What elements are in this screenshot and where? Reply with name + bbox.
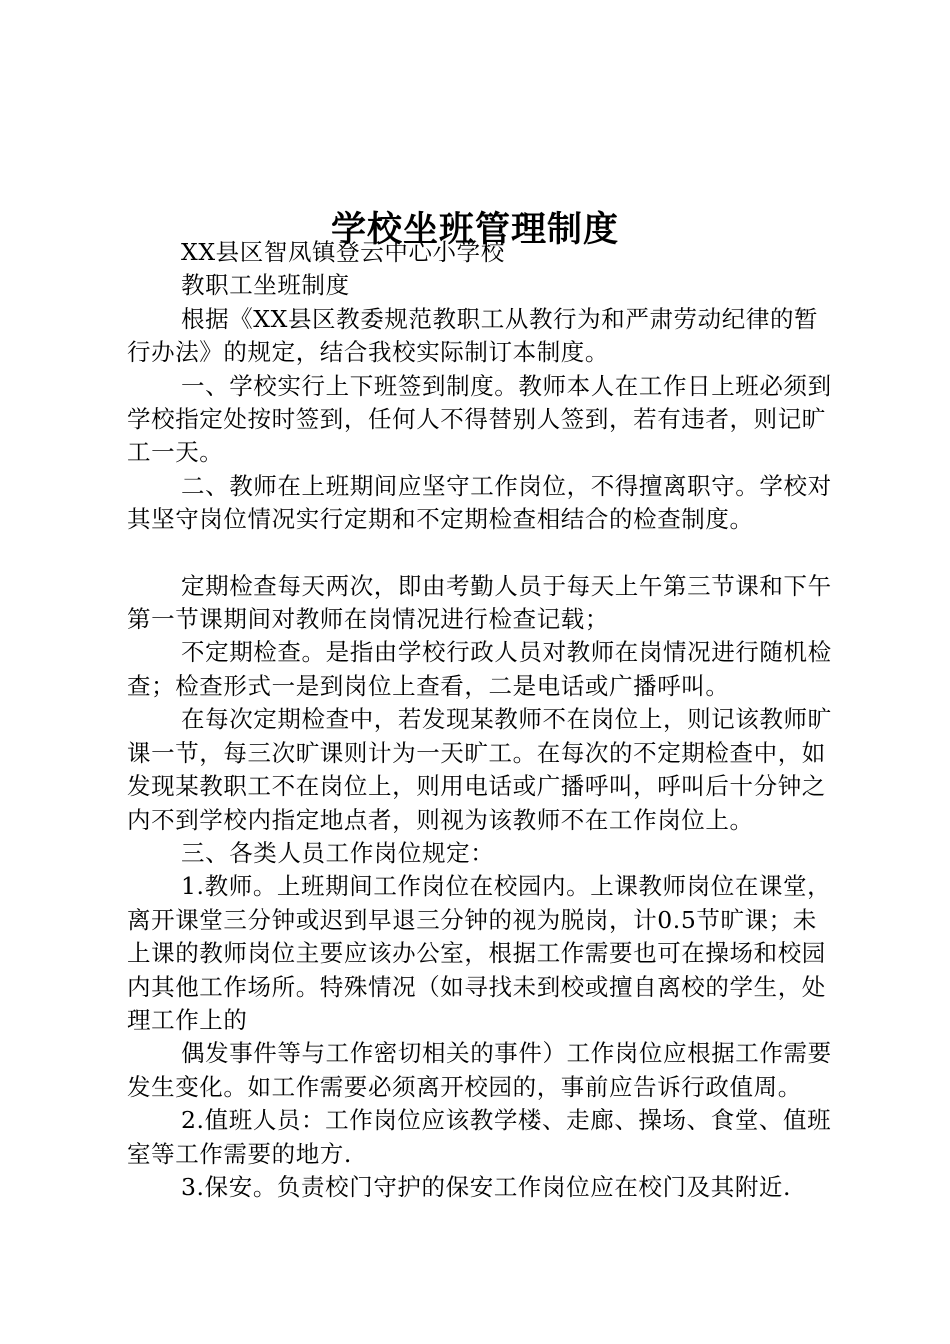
rule-3-heading: 三、各类人员工作岗位规定： xyxy=(181,838,495,867)
check-result-paragraph: 在每次定期检查中，若发现某教师不在岗位上，则记该教师旷课一节，每三次旷课则计为一天旷工。在每次的不定期检查中，如发现某教职工不在岗位上，则用电话或广播呼叫，呼叫后十分钟之内不到学校内指定地点者，则视为该教师不在工作岗位上。 xyxy=(127,705,832,834)
intro-paragraph: 根据《XX县区教委规范教职工从教行为和严肃劳动纪律的暂行办法》的规定，结合我校实际制订本制度。 xyxy=(127,304,819,367)
document-title: 学校坐班管理制度 xyxy=(330,210,619,251)
rule-2-paragraph: 二、教师在上班期间应坚守工作岗位，不得擅离职守。学校对其坚守岗位情况实行定期和不定期检查相结合的检查制度。 xyxy=(127,471,832,534)
document-body xyxy=(127,236,837,1204)
teacher-post-paragraph: 1.教师。上班期间工作岗位在校园内。上课教师岗位在课堂，离开课堂三分钟或迟到早退三分钟的视为脱岗，计0.5节旷课；未上课的教师岗位主要应该办公室，根据工作需要也可在操场和校园内其他工作场所。特殊情况（如寻找未到校或擅自离校的学生，处理工作上的 xyxy=(127,872,832,1034)
regular-check-paragraph: 定期检查每天两次，即由考勤人员于每天上午第三节课和下午第一节课期间对教师在岗情况进行检查记载； xyxy=(127,571,832,634)
security-guard-paragraph: 3.保安。负责校门守护的保安工作岗位应在校门及其附近. xyxy=(181,1172,792,1201)
school-name-line: XX县区智凤镇登云中心小学校 xyxy=(181,238,505,266)
duty-staff-paragraph: 2.值班人员：工作岗位应该教学楼、走廊、操场、食堂、值班室等工作需要的地方. xyxy=(127,1106,832,1168)
system-name-line: 教职工坐班制度 xyxy=(181,271,350,300)
teacher-post-continued-paragraph: 偶发事件等与工作密切相关的事件）工作岗位应根据工作需要发生变化。如工作需要必须离开校园的，事前应告诉行政值周。 xyxy=(127,1039,832,1101)
irregular-check-paragraph: 不定期检查。是指由学校行政人员对教师在岗情况进行随机检查；检查形式一是到岗位上查看，二是电话或广播呼叫。 xyxy=(127,638,832,700)
rule-1-paragraph: 一、学校实行上下班签到制度。教师本人在工作日上班必须到学校指定处按时签到，任何人不得替别人签到，若有违者，则记旷工一天。 xyxy=(127,371,832,467)
